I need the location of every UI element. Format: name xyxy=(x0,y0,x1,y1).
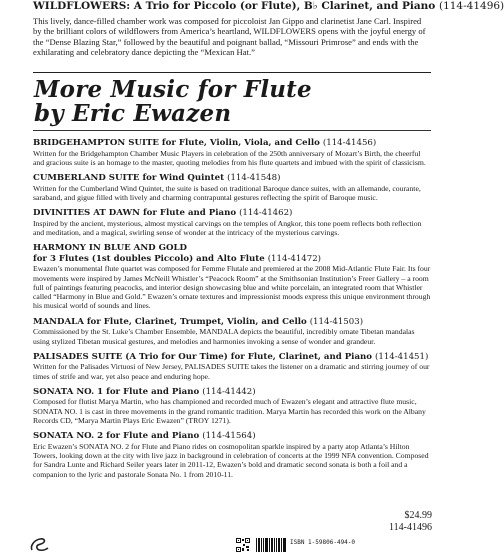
work-description: Commissioned by the St. Luke’s Chamber Ensemble, MANDALA depicts the beautiful, incredibly ornate Tibetan mandalas using stylized Tibetan musical gestures, and melodies and harmonies invoking a sense of wonder and grandeur. xyxy=(33,327,415,346)
divider-heading xyxy=(33,130,431,131)
work-title xyxy=(33,352,433,363)
top-work-description: This lively, dance-filled chamber work was composed for piccoloist Jan Gippo and clarinetist Jane Carl. Inspired by the brilliant colors of wildflowers from America’s heartland, WILDFLOWERS opens with the joyful energy of the “Dense Blazing Star,” followed by the beautiful and poignant ballad, “Missouri Primrose” and ends with the exhilarating and celebratory dance depicting the “Mexican Hat.” xyxy=(33,16,426,58)
work-title-text: DIVINITIES AT DAWN for Flute and Piano xyxy=(33,208,237,219)
work-title-text: MANDALA for Flute, Clarinet, Trumpet, Violin, and Cello xyxy=(33,316,307,327)
work-title-text: HARMONY IN BLUE AND GOLD xyxy=(33,243,187,254)
works-list xyxy=(33,138,433,485)
work-title xyxy=(33,387,433,398)
work-item xyxy=(33,387,433,425)
work-title xyxy=(33,138,433,149)
work-description: Ewazen’s monumental flute quartet was composed for Femme Flutale and premiered at the 2008 Mid-Atlantic Flute Fair. Its four movements were inspired by James McNeill Whistler’s “Peacock Room” at the Smithsonian Institution’s Freer Gallery – a room full of paintings featuring peacocks, and interior design showcasing blue and white porcelain, an integrated room that Whistler called “Harmony in Blue and Gold.” Ewazen’s ornate textures and impressionist moods express this unique environment through his musical world of sounds and lines. xyxy=(33,264,431,311)
barcode-icon xyxy=(256,538,286,552)
work-code: (114-41442) xyxy=(202,386,256,397)
work-title-text: SONATA NO. 1 for Flute and Piano xyxy=(33,386,200,397)
work-title xyxy=(33,317,433,328)
work-code: (114-41548) xyxy=(227,173,281,184)
top-work-code: (114-41496) xyxy=(438,0,504,12)
work-title xyxy=(33,173,433,184)
isbn: ISBN 1-59806-494-0 xyxy=(290,539,356,546)
work-item xyxy=(33,138,433,167)
heading-line-1: More Music for Flute xyxy=(34,76,312,103)
work-code: (114-41503) xyxy=(309,316,364,327)
work-code: (114-41472) xyxy=(267,253,322,264)
work-description: Written for the Bridgehampton Chamber Music Players in celebration of the 250th anniversary of Mozart’s Birth, the cheerful and gracious suite is an homage to the master, quoting melodies from his flute quartets and imbued with the spirit of classicism. xyxy=(33,148,426,167)
qr-code-icon xyxy=(236,538,250,552)
divider-top xyxy=(33,72,431,73)
price: $24.99 xyxy=(404,510,432,521)
work-item xyxy=(33,208,433,237)
work-description: Composed for flutist Marya Martin, who has championed and recorded much of Ewazen’s elegant and attractive flute music, SONATA NO. 1 is cast in three movements in the grand romantic tradition. Marya Martin has recorded this work on the Albany Records CD, “Marya Martin Plays Eric Ewazen” (TROY 1271). xyxy=(33,397,426,426)
work-title-text: CUMBERLAND SUITE for Wind Quintet xyxy=(33,173,225,184)
catalog-number: 114-41496 xyxy=(389,522,432,533)
work-title-line-2 xyxy=(33,254,433,265)
price-block xyxy=(389,510,432,534)
work-item xyxy=(33,243,433,310)
work-title-text: SONATA NO. 2 for Flute and Piano xyxy=(33,431,200,442)
work-title-text: BRIDGEHAMPTON SUITE for Flute, Violin, Viola, and Cello xyxy=(33,138,320,148)
section-heading xyxy=(34,78,434,126)
work-title xyxy=(33,431,433,442)
work-code: (114-41451) xyxy=(375,351,429,362)
work-code: (114-41564) xyxy=(202,431,256,442)
top-work-title-text: WILDFLOWERS: A Trio for Piccolo (or Flute), B♭ Clarinet, and Piano xyxy=(33,0,436,12)
top-work-title xyxy=(33,0,504,13)
work-title-text: PALISADES SUITE (A Trio for Our Time) for Flute, Clarinet, and Piano xyxy=(33,351,372,362)
work-item xyxy=(33,431,433,479)
heading-line-2: by Eric Ewazen xyxy=(34,100,232,127)
work-title xyxy=(33,208,433,219)
work-description: Eric Ewazen’s SONATA NO. 2 for Flute and Piano rides on cosmopolitan sparkle inspired by a party atop Atlanta’s Hilton Towers, looking down at the city with live jazz in background in celebration of concerts at the 1999 NFA convention. Composed for Sandra Lunte and Richard Seiler years later in 2011-12, Ewazen’s bold and dramatic second sonata is both a foil and a companion to the lyric and pastorale Sonata No. 1 from 2010-11. xyxy=(33,441,429,479)
work-description: Written for the Palisades Virtuosi of New Jersey, PALISADES SUITE takes the listener on a dramatic and stirring journey of our times of strife and war, yet also peace and enduring hope. xyxy=(33,362,430,381)
work-description: Inspired by the ancient, mysterious, almost mystical carvings on the temples of Angkor, this tone poem reflects both reflection and meditation, and a magical, swirling sense of wonder at the intricacy of the mysterious carvings. xyxy=(33,218,422,237)
work-title-text-2: for 3 Flutes (1st doubles Piccolo) and Alto Flute xyxy=(33,253,265,264)
work-item xyxy=(33,317,433,346)
work-item xyxy=(33,352,433,381)
work-description: Written for the Cumberland Wind Quintet, the suite is based on traditional Baroque dance suites, with an allemande, courante, saraband, and gigue filled with lively and charming contrapuntal gestures reflecting the spirit of Baroque music. xyxy=(33,183,421,202)
work-code: (114-41456) xyxy=(322,138,377,148)
work-code: (114-41462) xyxy=(239,208,293,219)
publisher-logo-icon xyxy=(28,536,50,552)
work-title xyxy=(33,243,433,254)
work-item xyxy=(33,173,433,202)
top-work xyxy=(33,0,504,58)
